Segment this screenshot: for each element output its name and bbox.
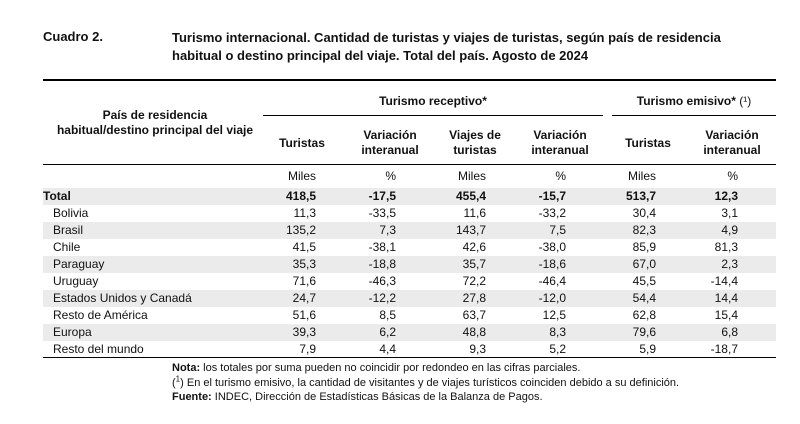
row-label: Europa — [53, 325, 92, 339]
table-cell: -14,4 — [710, 274, 738, 288]
note-text: los totales por suma pueden no coincidir por redondeo en las cifras parciales. — [200, 362, 581, 374]
table-cell: 30,4 — [632, 206, 656, 220]
unit-label: % — [555, 169, 566, 183]
table-cell: 54,4 — [632, 291, 656, 305]
row-label: Estados Unidos y Canadá — [53, 291, 192, 305]
col-header: Turistas — [279, 136, 325, 150]
table-cell: 81,3 — [714, 240, 738, 254]
source-text: INDEC, Dirección de Estadísticas Básicas de la Balanza de Pagos. — [211, 391, 543, 403]
table-cell: -17,5 — [368, 189, 396, 203]
table-title: Turismo internacional. Cantidad de turistas y viajes de turistas, según país de residencia habitual o destino principal del viaje. Total del país. Agosto de 2024 — [172, 30, 721, 63]
group-header-emisivo-note: (¹) — [739, 94, 752, 108]
note-sup-mark: 1 — [175, 374, 181, 384]
row-label: Brasil — [53, 223, 84, 237]
note-rounding — [172, 362, 580, 374]
group-rule-emisivo — [612, 115, 776, 116]
header-rule — [43, 164, 776, 165]
table-cell: 42,6 — [462, 240, 486, 254]
row-label: Total — [43, 189, 71, 203]
group-header-emisivo-label: Turismo emisivo* — [636, 94, 736, 108]
table-cell: 5,2 — [549, 342, 566, 356]
table-cell: 82,3 — [632, 223, 656, 237]
group-header-receptivo: Turismo receptivo* — [379, 94, 487, 108]
unit-label: % — [385, 169, 396, 183]
table-cell: -38,1 — [368, 240, 396, 254]
col-header: Viajes de turistas — [449, 128, 501, 157]
table-cell: 35,7 — [462, 257, 486, 271]
table-cell: 41,5 — [292, 240, 316, 254]
table-cell: 5,9 — [639, 342, 656, 356]
table-cell: 48,8 — [462, 325, 486, 339]
source-label: Fuente: — [172, 391, 212, 403]
table-number: Cuadro 2. — [43, 29, 103, 44]
table-cell: -38,0 — [538, 240, 566, 254]
table-cell: -18,8 — [368, 257, 396, 271]
row-shading — [43, 324, 776, 341]
table-cell: 45,5 — [632, 274, 656, 288]
row-shading — [43, 188, 776, 205]
table-cell: 8,3 — [549, 325, 566, 339]
table-cell: 7,9 — [299, 342, 316, 356]
table-cell: 62,8 — [632, 308, 656, 322]
table-cell: 3,1 — [721, 206, 738, 220]
table-cell: -33,2 — [538, 206, 566, 220]
table-cell: -15,7 — [538, 189, 566, 203]
table-cell: 11,3 — [293, 206, 316, 220]
unit-label: % — [727, 169, 738, 183]
table-cell: 4,9 — [721, 223, 738, 237]
table-cell: 4,4 — [379, 342, 396, 356]
note-source — [172, 391, 543, 403]
table-cell: 8,5 — [379, 308, 396, 322]
row-label: Resto del mundo — [53, 342, 144, 356]
table-cell: 85,9 — [632, 240, 656, 254]
table-cell: 7,5 — [549, 223, 566, 237]
table-cell: 12,5 — [542, 308, 566, 322]
table-cell: 513,7 — [625, 189, 656, 203]
table-cell: 72,2 — [462, 274, 486, 288]
table-cell: 2,3 — [721, 257, 738, 271]
table-cell: -18,7 — [710, 342, 738, 356]
table-cell: -12,0 — [538, 291, 566, 305]
table-cell: 11,6 — [463, 206, 486, 220]
row-header-label: País de residencia habitual/destino principal del viaje — [56, 108, 254, 137]
table-cell: -33,5 — [368, 206, 396, 220]
table-cell: 63,7 — [462, 308, 486, 322]
table-cell: -46,3 — [368, 274, 396, 288]
table-cell: 79,6 — [632, 325, 656, 339]
col-header: Variación interanual — [361, 128, 419, 157]
group-header-emisivo — [612, 94, 776, 108]
table-cell: 9,3 — [469, 342, 486, 356]
table-cell: 14,4 — [714, 291, 738, 305]
table-cell: 67,0 — [632, 257, 656, 271]
row-label: Resto de América — [53, 308, 148, 322]
table-cell: -18,6 — [538, 257, 566, 271]
unit-label: Miles — [457, 169, 486, 183]
table-cell: 35,3 — [292, 257, 316, 271]
table-cell: 7,3 — [379, 223, 396, 237]
top-rule — [43, 79, 776, 81]
table-cell: 12,3 — [714, 189, 738, 203]
col-header: Variación interanual — [531, 128, 589, 157]
note-emisivo-text: En el turismo emisivo, la cantidad de visitantes y de viajes turísticos coinciden debido a su definición. — [183, 377, 680, 389]
group-rule-receptivo — [263, 115, 603, 116]
table-cell: 51,6 — [292, 308, 316, 322]
unit-label: Miles — [627, 169, 656, 183]
col-header: Variación interanual — [703, 128, 761, 157]
unit-label: Miles — [287, 169, 316, 183]
bottom-rule — [43, 357, 776, 358]
table-cell: -46,4 — [538, 274, 566, 288]
col-header: Turistas — [625, 136, 671, 150]
table-cell: 39,3 — [292, 325, 316, 339]
table-cell: 418,5 — [285, 189, 316, 203]
table-cell: 455,4 — [455, 189, 486, 203]
row-label: Bolivia — [53, 206, 89, 220]
table-cell: 27,8 — [462, 291, 486, 305]
table-cell: 24,7 — [292, 291, 316, 305]
table-cell: 135,2 — [285, 223, 316, 237]
table-cell: -12,2 — [368, 291, 396, 305]
table-cell: 15,4 — [714, 308, 738, 322]
note-label: Nota: — [172, 362, 201, 374]
table-cell: 6,8 — [721, 325, 738, 339]
row-label: Uruguay — [53, 274, 99, 288]
row-label: Paraguay — [53, 257, 105, 271]
table-cell: 6,2 — [379, 325, 396, 339]
row-shading — [43, 222, 776, 239]
table-cell: 71,6 — [292, 274, 316, 288]
table-cell: 143,7 — [455, 223, 486, 237]
row-label: Chile — [53, 240, 81, 254]
note-emisivo: ($^1$) En el turismo emisivo, la cantidad de visitantes y de viajes turísticos coinciden debido a su definición. — [172, 374, 680, 389]
row-shading — [43, 256, 776, 273]
